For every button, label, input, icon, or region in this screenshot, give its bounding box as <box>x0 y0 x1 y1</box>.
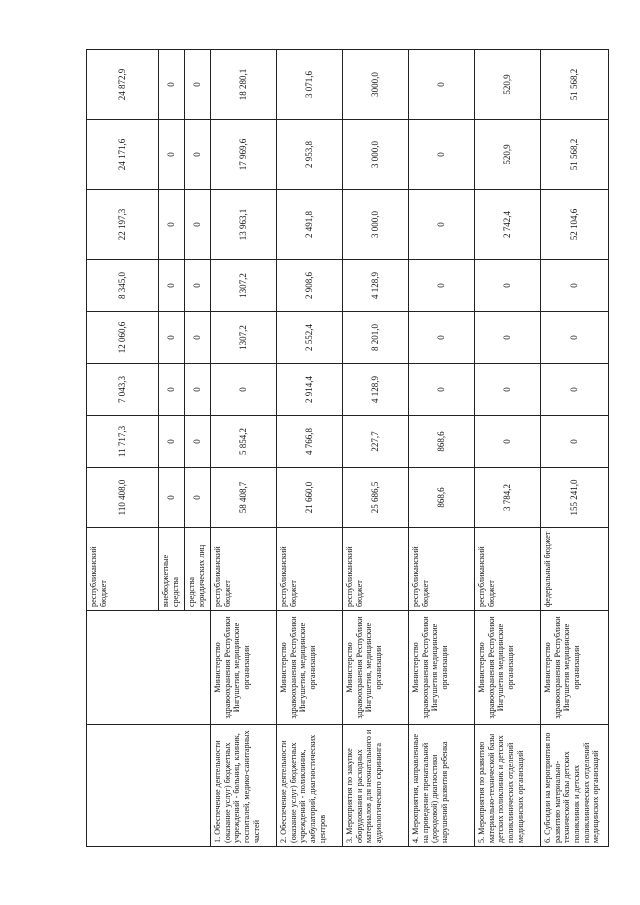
value-cell: 0 <box>159 50 185 120</box>
value-cell: 0 <box>185 190 211 260</box>
value-cell: 0 <box>159 364 185 416</box>
value-cell: 3 000,0 <box>343 190 409 260</box>
value-cell: 3000,0 <box>343 50 409 120</box>
value-cell: 2 742,4 <box>475 190 541 260</box>
value-cell: 0 <box>541 260 609 312</box>
value-cell: 12 060,6 <box>87 312 159 364</box>
program-name: 2. Обеспечение деятельности (оказание услуг) бюджетных учреждений - поликлиник, амбулаторий, диагностических центров <box>277 725 343 847</box>
value-cell: 24 171,6 <box>87 120 159 190</box>
program-org: Министерство здравоохранения Республики Ингушетия медицинские организации <box>541 611 609 725</box>
program-name: 3. Мероприятия по закупке оборудования и расходных материалов для неонатального и аудиологического скрининга <box>343 725 409 847</box>
value-cell: 51 568,2 <box>541 120 609 190</box>
value-cell: 2 953,8 <box>277 120 343 190</box>
value-cell: 0 <box>475 260 541 312</box>
value-cell: 8 201,0 <box>343 312 409 364</box>
source-cell: федеральный бюджет <box>541 528 609 611</box>
value-cell: 0 <box>475 416 541 468</box>
value-cell: 0 <box>409 50 475 120</box>
source-cell: республиканский бюджет <box>475 528 541 611</box>
value-cell: 0 <box>159 120 185 190</box>
value-cell: 0 <box>159 190 185 260</box>
value-cell: 0 <box>185 260 211 312</box>
program-org: Министерство здравоохранения Республики Ингушетия, медицинские организации <box>277 611 343 725</box>
value-cell: 0 <box>409 190 475 260</box>
value-cell: 0 <box>185 416 211 468</box>
value-cell: 0 <box>185 50 211 120</box>
source-cell: республиканский бюджет <box>87 528 159 611</box>
value-cell: 0 <box>159 416 185 468</box>
table-row <box>87 50 159 847</box>
budget-table <box>86 49 609 847</box>
source-cell: внебюджетные средства <box>159 528 185 611</box>
value-cell: 0 <box>409 364 475 416</box>
value-cell: 24 872,9 <box>87 50 159 120</box>
value-cell: 58 408,7 <box>211 468 277 528</box>
source-cell: республиканский бюджет <box>343 528 409 611</box>
program-name-cell <box>87 725 211 847</box>
program-org: Министерство здравоохранения Республики Ингушетия медицинские организации <box>409 611 475 725</box>
value-cell: 0 <box>541 364 609 416</box>
value-cell: 5 854,2 <box>211 416 277 468</box>
value-cell: 0 <box>185 312 211 364</box>
value-cell: 52 104,6 <box>541 190 609 260</box>
value-cell: 51 568,2 <box>541 50 609 120</box>
program-name: 1. Обеспечение деятельности (оказание услуг) бюджетных учреждений - больниц, клиник, госпиталей, медико-санитарных частей <box>211 725 277 847</box>
program-name: 4. Мероприятия, направленные на проведение пренатальной (дородовой) диагностики нарушений развития ребенка <box>409 725 475 847</box>
value-cell: 520,9 <box>475 120 541 190</box>
value-cell: 17 969,6 <box>211 120 277 190</box>
value-cell: 2 908,6 <box>277 260 343 312</box>
value-cell: 0 <box>409 260 475 312</box>
value-cell: 0 <box>541 416 609 468</box>
value-cell: 22 197,3 <box>87 190 159 260</box>
value-cell: 21 660,0 <box>277 468 343 528</box>
value-cell: 868,6 <box>409 416 475 468</box>
program-name: 5. Мероприятия по развитию материально-технической базы детских поликлиник и детских поликлинических отделений медицинских организаций <box>475 725 541 847</box>
source-cell: республиканский бюджет <box>211 528 277 611</box>
value-cell: 4 128,9 <box>343 364 409 416</box>
value-cell: 0 <box>541 312 609 364</box>
value-cell: 0 <box>409 120 475 190</box>
value-cell: 2 491,8 <box>277 190 343 260</box>
value-cell: 0 <box>211 364 277 416</box>
value-cell: 520,9 <box>475 50 541 120</box>
table-row <box>475 50 541 847</box>
value-cell: 868,6 <box>409 468 475 528</box>
program-org-cell <box>87 611 211 725</box>
value-cell: 1307,2 <box>211 260 277 312</box>
source-cell: республиканский бюджет <box>409 528 475 611</box>
value-cell: 0 <box>159 312 185 364</box>
table-row <box>343 50 409 847</box>
value-cell: 3 071,6 <box>277 50 343 120</box>
value-cell: 13 963,1 <box>211 190 277 260</box>
source-cell: республиканский бюджет <box>277 528 343 611</box>
program-org: Министерство здравоохранения Республики Ингушетия медицинские организации <box>475 611 541 725</box>
value-cell: 18 280,1 <box>211 50 277 120</box>
value-cell: 0 <box>185 468 211 528</box>
value-cell: 4 766,8 <box>277 416 343 468</box>
value-cell: 0 <box>185 120 211 190</box>
table-row <box>541 50 609 847</box>
program-org: Министерство здравоохранения Республики Ингушетия, медицинские организации <box>343 611 409 725</box>
rotated-budget-table <box>86 50 602 847</box>
source-cell: средства юридических лиц <box>185 528 211 611</box>
value-cell: 0 <box>185 364 211 416</box>
table-row <box>211 50 277 847</box>
value-cell: 25 686,5 <box>343 468 409 528</box>
value-cell: 2 914,4 <box>277 364 343 416</box>
table-row <box>277 50 343 847</box>
value-cell: 1307,2 <box>211 312 277 364</box>
value-cell: 110 408,0 <box>87 468 159 528</box>
value-cell: 7 043,3 <box>87 364 159 416</box>
value-cell: 8 345,0 <box>87 260 159 312</box>
table-row <box>409 50 475 847</box>
value-cell: 227,7 <box>343 416 409 468</box>
program-org: Министерство здравоохранения Республики Ингушетия, медицинские организации <box>211 611 277 725</box>
value-cell: 3 784,2 <box>475 468 541 528</box>
value-cell: 155 241,0 <box>541 468 609 528</box>
value-cell: 2 552,4 <box>277 312 343 364</box>
value-cell: 4 128,9 <box>343 260 409 312</box>
program-name: 6. Субсидии на мероприятия по развитию материально-технической базы детских поликлиник и детских поликлинических отделений медицинских организаций <box>541 725 609 847</box>
value-cell: 0 <box>159 260 185 312</box>
value-cell: 0 <box>475 312 541 364</box>
value-cell: 0 <box>159 468 185 528</box>
value-cell: 0 <box>475 364 541 416</box>
value-cell: 0 <box>409 312 475 364</box>
value-cell: 11 717,3 <box>87 416 159 468</box>
value-cell: 3 000,0 <box>343 120 409 190</box>
